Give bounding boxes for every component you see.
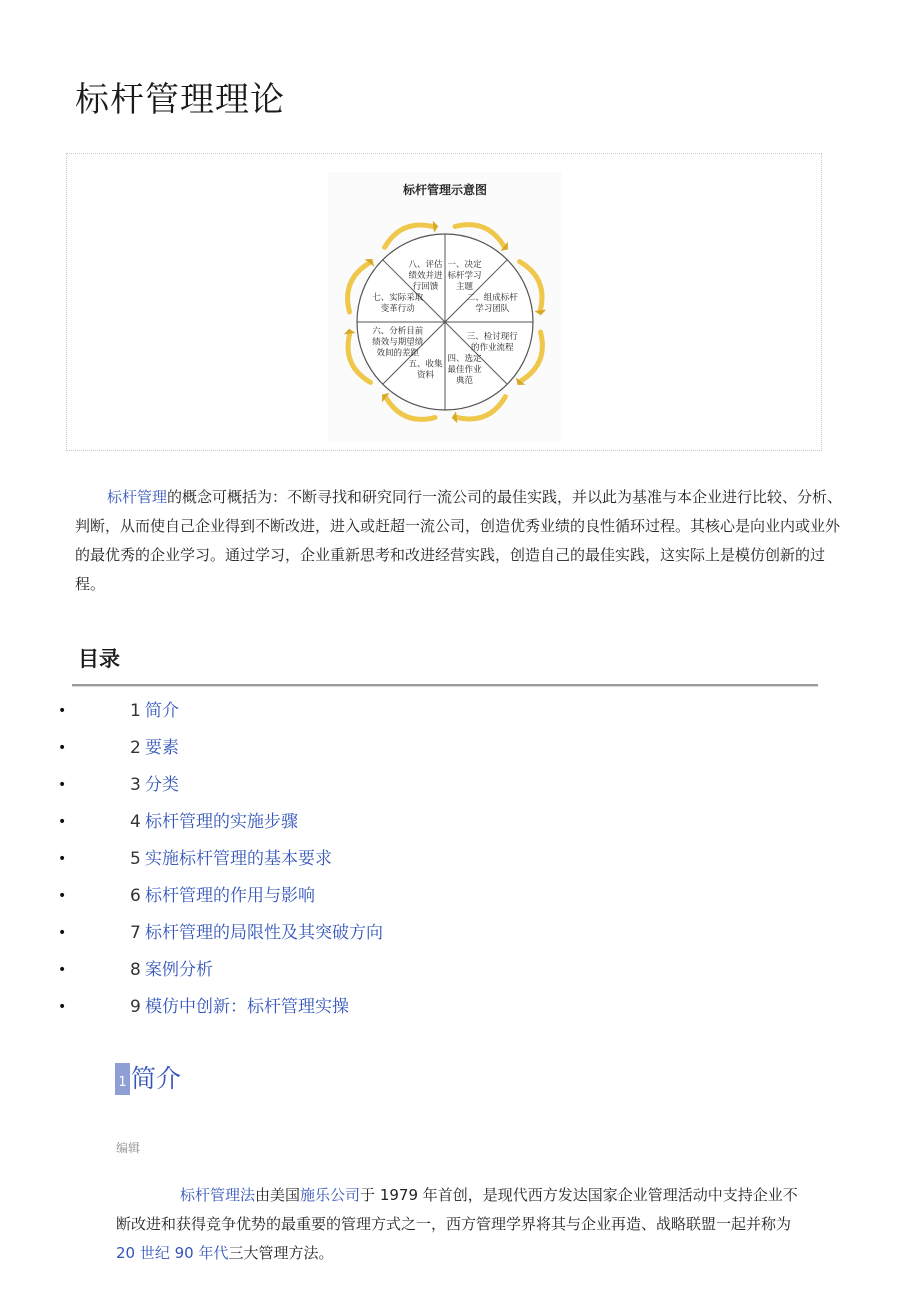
bullet-icon: •	[58, 999, 67, 1015]
diagram-segment-line: 典范	[455, 376, 474, 387]
section-heading-intro	[115, 1063, 181, 1095]
diagram-segment-line: 效间的差距	[376, 348, 420, 359]
figure-frame	[66, 153, 822, 451]
diagram-segment-line: 主题	[455, 281, 474, 292]
benchmarking-cycle-diagram	[328, 172, 562, 442]
toc-item[interactable]	[0, 693, 920, 730]
toc-item[interactable]	[0, 804, 920, 841]
edit-link[interactable]: 编辑	[116, 1141, 141, 1155]
toc-item[interactable]	[0, 730, 920, 767]
diagram-segment-label	[408, 259, 443, 292]
diagram-segment-line: 绩效并进	[408, 270, 443, 281]
toc-item-link[interactable]: 要素	[145, 738, 179, 758]
diagram-segment-line: 一、决定	[447, 259, 482, 270]
toc-item-link[interactable]: 分类	[145, 775, 179, 795]
diagram-segment-line: 三、检讨现行	[466, 332, 518, 342]
diagram-title: 标杆管理示意图	[402, 183, 488, 197]
bullet-icon: •	[58, 962, 67, 978]
toc-item[interactable]	[0, 878, 920, 915]
diagram-segment-line: 行回馈	[412, 281, 439, 292]
toc-item-link[interactable]: 模仿中创新：标杆管理实操	[145, 997, 349, 1017]
toc-item-number: 3	[130, 775, 141, 795]
bullet-icon: •	[58, 888, 67, 904]
toc-divider	[72, 684, 818, 687]
toc-item-number: 6	[130, 886, 141, 906]
intro-paragraph	[75, 483, 843, 599]
para-text: 由美国	[255, 1186, 301, 1204]
toc-item-link[interactable]: 案例分析	[145, 960, 213, 980]
toc-item-number: 2	[130, 738, 141, 758]
bullet-icon: •	[58, 703, 67, 719]
xerox-link[interactable]: 施乐公司	[300, 1186, 361, 1204]
diagram-segment-line: 绩效与期望绩	[372, 337, 424, 348]
section-title: 简介	[131, 1064, 182, 1093]
para-text: 于 1979 年首创，是现代西方发达国家企业管理活动中支持企业不断改进和获得竞争优势的最重要的管理方式之一，西方管理学界将其与企业再造、战略联盟一起并称为	[116, 1186, 798, 1233]
toc-list	[0, 693, 920, 1026]
benchmark-link[interactable]: 标杆管理	[107, 488, 168, 506]
toc-item[interactable]	[0, 989, 920, 1026]
toc-item-link[interactable]: 简介	[145, 701, 179, 721]
diagram-segment-label	[372, 326, 424, 359]
bullet-icon: •	[58, 814, 67, 830]
diagram-segment-line: 标杆学习	[447, 270, 482, 281]
diagram-segment-line: 五、收集	[408, 359, 443, 370]
toc-item-number: 7	[130, 923, 141, 943]
page-title: 标杆管理理论	[75, 80, 285, 120]
toc-item-link[interactable]: 标杆管理的实施步骤	[145, 812, 298, 832]
toc-item[interactable]	[0, 952, 920, 989]
toc-heading: 目录	[78, 647, 120, 671]
diagram-segment-line: 的作业流程	[470, 343, 514, 353]
diagram-segment-line: 变革行动	[380, 304, 415, 314]
toc-item-number: 9	[130, 997, 141, 1017]
benchmark-method-link[interactable]: 标杆管理法	[180, 1186, 256, 1204]
diagram-segment-line: 二、组成标杆	[466, 293, 518, 303]
bullet-icon: •	[58, 777, 67, 793]
toc-item-number: 4	[130, 812, 141, 832]
diagram-segment-line: 四、选定	[447, 354, 482, 365]
bullet-icon: •	[58, 925, 67, 941]
para-text: 三大管理方法。	[228, 1244, 334, 1262]
section-number-badge: 1	[115, 1063, 130, 1095]
section-paragraph	[116, 1181, 806, 1268]
intro-text: 的概念可概括为：不断寻找和研究同行一流公司的最佳实践，并以此为基准与本企业进行比较、分析、判断，从而使自己企业得到不断改进，进入或赶超一流公司，创造优秀业绩的良性循环过程。其核心是向业内或业外的最优秀的企业学习。通过学习，企业重新思考和改进经营实践，创造自己的最佳实践，这实际上是模仿创新的过程。	[75, 488, 843, 593]
diagram-segment-line: 八、评估	[408, 259, 443, 270]
toc-item[interactable]	[0, 915, 920, 952]
toc-item-number: 8	[130, 960, 141, 980]
diagram-segment-line: 六、分析目前	[372, 326, 424, 337]
diagram-segment-line: 七、实际采取	[372, 293, 424, 303]
bullet-icon: •	[58, 851, 67, 867]
toc-item-number: 1	[130, 701, 141, 721]
bullet-icon: •	[58, 740, 67, 756]
toc-item-link[interactable]: 实施标杆管理的基本要求	[145, 849, 332, 869]
toc-item-link[interactable]: 标杆管理的局限性及其突破方向	[145, 923, 383, 943]
toc-item-number: 5	[130, 849, 141, 869]
toc-item-link[interactable]: 标杆管理的作用与影响	[145, 886, 315, 906]
toc-item[interactable]	[0, 767, 920, 804]
diagram-segment-line: 资料	[416, 370, 435, 381]
diagram-segment-line: 学习团队	[475, 304, 510, 314]
diagram-segment-line: 最佳作业	[447, 365, 482, 376]
toc-item[interactable]	[0, 841, 920, 878]
nineties-link[interactable]: 20 世纪 90 年代	[116, 1244, 229, 1262]
